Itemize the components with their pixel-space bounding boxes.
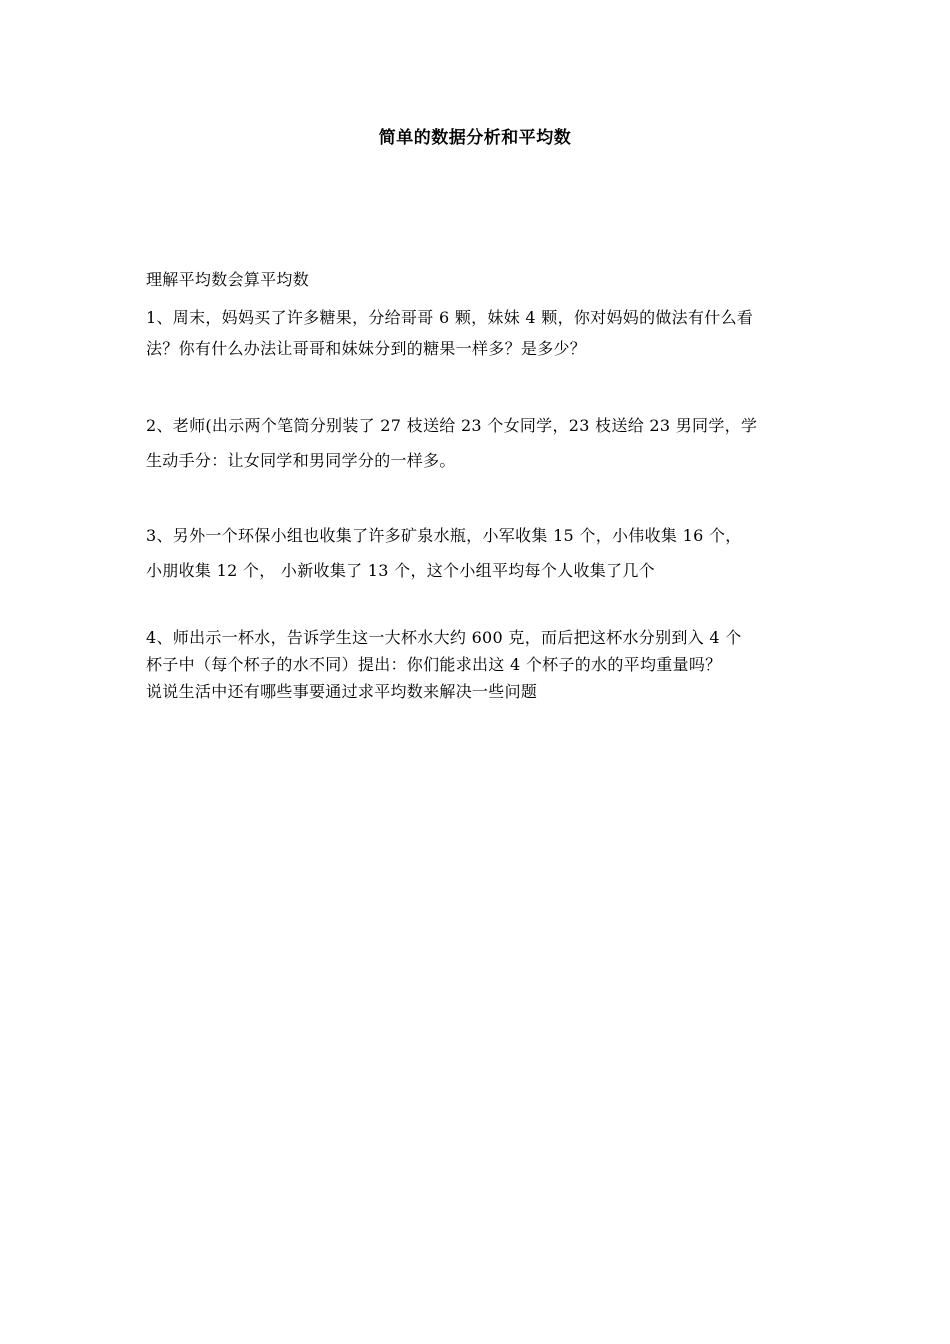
question-4-line-3: 说说生活中还有哪些事要通过求平均数来解决一些问题 (146, 682, 538, 701)
question-1-line-2: 法？你有什么办法让哥哥和妹妹分到的糖果一样多？是多少？ (146, 339, 587, 358)
question-3-line-2: 小朋收集 12 个， 小新收集了 13 个，这个小组平均每个人收集了几个 (146, 561, 655, 580)
question-3 (146, 518, 816, 588)
question-4 (146, 624, 816, 705)
question-1 (146, 302, 816, 364)
question-1-line-1: 1、周末，妈妈买了许多糖果，分给哥哥 6 颗，妹妹 4 颗，你对妈妈的做法有什么看 (146, 308, 754, 327)
section-subtitle: 理解平均数会算平均数 (146, 270, 310, 289)
question-2 (146, 408, 816, 478)
question-3-line-1: 3、另外一个环保小组也收集了许多矿泉水瓶，小军收集 15 个，小伟收集 16 个， (146, 526, 742, 545)
question-4-line-1: 4、师出示一杯水，告诉学生这一大杯水大约 600 克，而后把这杯水分别到入 4 个 (146, 628, 742, 647)
question-2-line-2: 生动手分：让女同学和男同学分的一样多。 (146, 451, 456, 470)
question-4-line-2: 杯子中（每个杯子的水不同）提出：你们能求出这 4 个杯子的水的平均重量吗？ (146, 655, 722, 674)
document-title: 简单的数据分析和平均数 (378, 128, 572, 148)
question-2-line-1: 2、老师(出示两个笔筒分别装了 27 枝送给 23 个女同学，23 枝送给 23 男同学，学 (146, 416, 758, 435)
